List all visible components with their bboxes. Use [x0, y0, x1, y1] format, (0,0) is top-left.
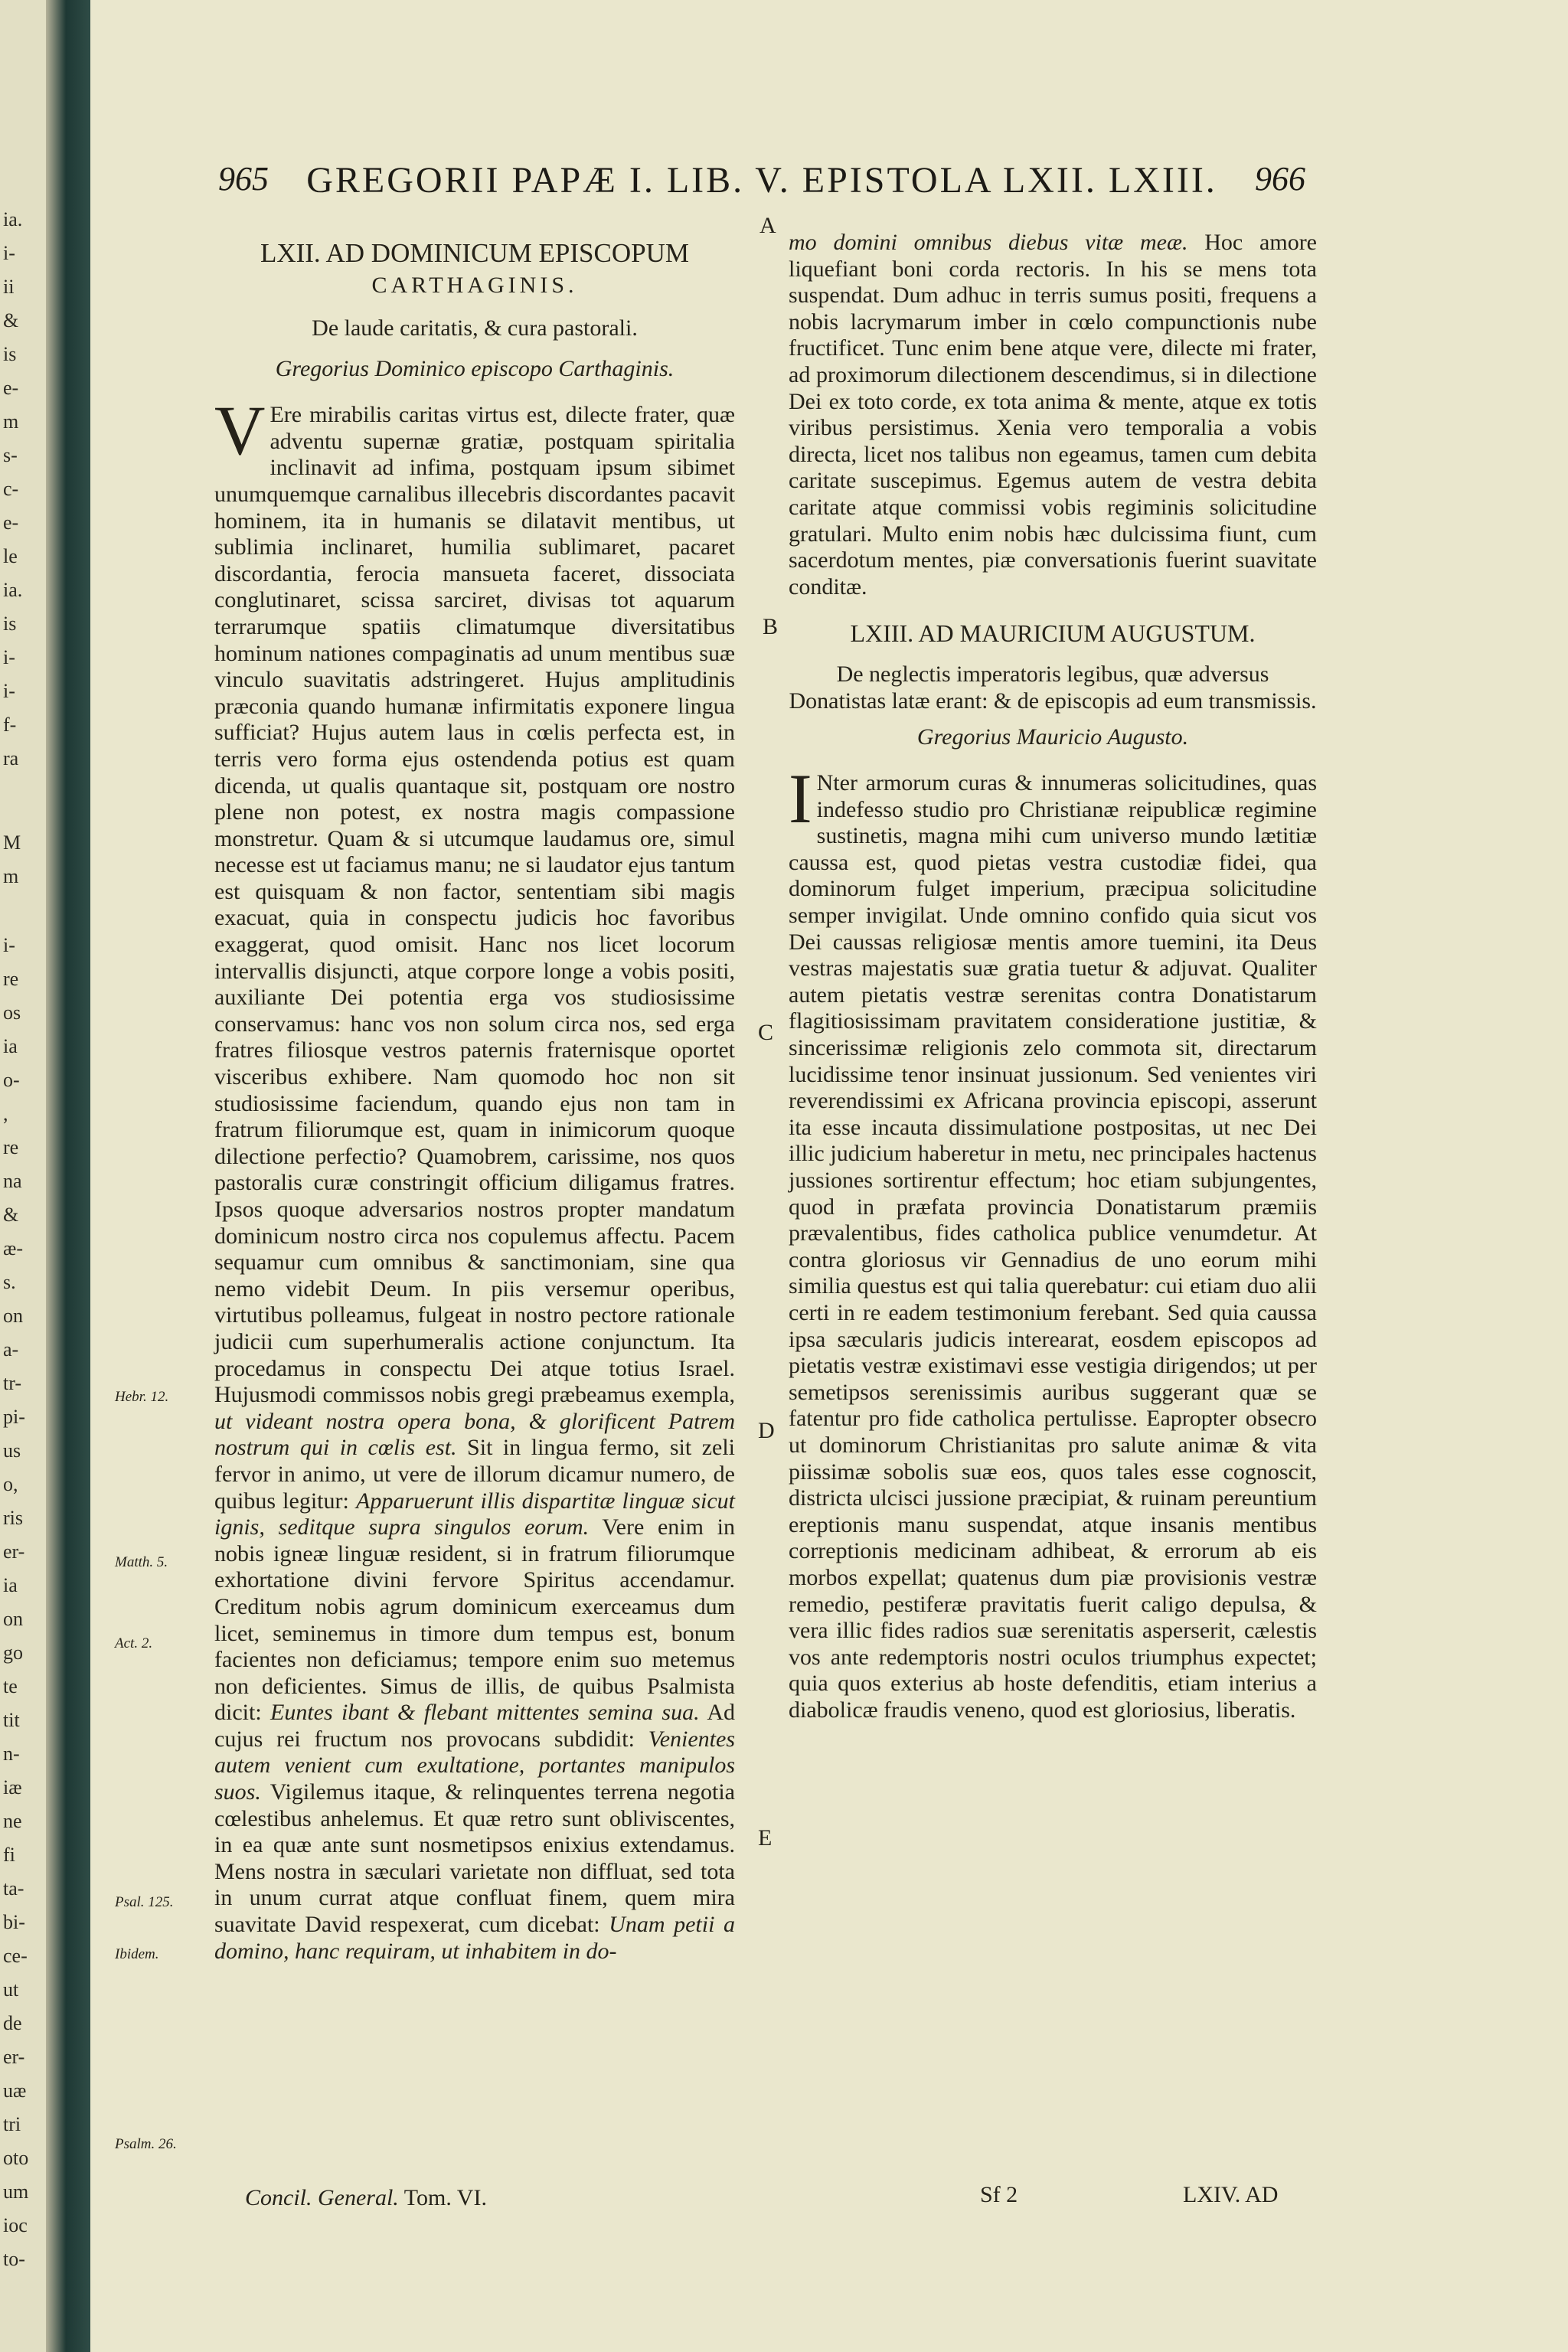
signature-mark: Sf 2: [980, 2182, 1018, 2207]
ref-hebrews: Hebr. 12.: [115, 1389, 169, 1405]
footer-concil: Concil. General.: [245, 2185, 399, 2210]
prev-page-fragment: ut: [3, 1978, 19, 2001]
prev-page-fragment: go: [3, 1642, 23, 1664]
left-column: [214, 230, 735, 1965]
prev-page-fragment: &: [3, 309, 19, 332]
footer-tom: Tom. VI.: [403, 2185, 487, 2210]
catchword: LXIV. AD: [1183, 2182, 1279, 2207]
prev-page-fragment: er-: [3, 2046, 25, 2068]
epistle-63-body: [789, 760, 1317, 1723]
running-header: [218, 159, 1305, 205]
ref-psalm-125: Psal. 125.: [115, 1894, 174, 1910]
prev-page-fragment: is: [3, 612, 17, 635]
prev-page-fragment: M: [3, 831, 21, 854]
prev-page-fragment: a-: [3, 1338, 19, 1361]
ref-ibidem: Ibidem.: [115, 1946, 159, 1962]
body-text: Ad cujus rei fructum nos provocans subdidit:: [214, 1700, 735, 1752]
ref-psalm-26: Psalm. 26.: [115, 2136, 177, 2152]
prev-page-fragment: i-: [3, 680, 15, 702]
prev-page-fragment: re: [3, 1136, 19, 1158]
prev-page-fragment: uæ: [3, 2079, 27, 2102]
margin-letter-a: A: [760, 213, 776, 238]
prev-page-fragment: ia: [3, 1574, 18, 1596]
quote-psalm-2: Venientes autem venient cum exultatione, portantes manipulos suos.: [214, 1726, 735, 1805]
prev-page-fragment: ii: [3, 276, 15, 298]
prev-page-fragment: is: [3, 343, 17, 365]
prev-page-fragment: oto: [3, 2147, 29, 2169]
prev-page-fragment: ia.: [3, 208, 23, 230]
page-number-left: 965: [218, 160, 269, 198]
prev-page-fragment: ne: [3, 1810, 22, 1832]
prev-page-fragment: us: [3, 1439, 21, 1462]
epistle-62-subtitle: De laude caritatis, & cura pastorali.: [312, 315, 638, 341]
prev-page-fragment: to-: [3, 2248, 25, 2270]
prev-page-fragment: bi-: [3, 1911, 25, 1933]
header-title: GREGORII PAPÆ I. LIB. V. EPISTOLA LXII. LXIII.: [306, 160, 1217, 201]
prev-page-fragment: ioc: [3, 2214, 28, 2236]
prev-page-fragment: o,: [3, 1473, 18, 1495]
epistle-62-salutation: Gregorius Dominico episcopo Carthaginis.: [275, 355, 675, 381]
prev-page-fragment: ia.: [3, 579, 23, 601]
footer-left: [245, 2185, 487, 2211]
body-text: Nter armorum curas & innumeras solicitudines, quas indefesso studio pro Christianæ reipublicæ regimine sustinetis, magna mihi cum universo mundo lætitiæ caussa est, quod pietas vestra custodiæ fidei, qua dominorum fulget imperium, præcipua solicitudine semper invigilat. Unde omnino confido quia sicut vos Dei caussas religiosæ mentis amore tuemini, ita Deus vestras majestatis suæ gratia tuetur & adjuvat. Qualiter autem pietatis vestræ serenitas contra Donatistarum flagitiosissimam pravitatem consideratione justitiæ, & sincerissimæ religionis zelo commota sit, directarum lucidissime tenor insinuat jussionum. Sed venientes viri reverendissimi ex Africana provincia episcopi, asserunt ita esse incauta dissimulatione postpositas, ut nec Dei illic judicium haberetur in metu, nec principales hactenus jussiones sortirentur effectum; hoc etiam subjungentes, quod in præfata provincia Donatistarum præmiis prævalentibus, fides catholica publice venumdetur. At contra gloriosus vir Gennadius de uno eorum mihi similia questus est qui talia querebatur: cui etiam duo alii certi in re eadem testimonium ferebant. Sed quia caussa ipsa sæcularis judicis interearat, eosdem episcopos ad pietatis vestræ existimavi esse vestigia dirigendos; ut per semetipsos serenissimis auribus suggerant quæ se fatentur pro fide catholica pertulisse. Eapropter obsecro ut dominorum Christianitas pro salute animæ & vita piissimæ sobolis suæ eos, quos tales esse cognoscit, districta ulcisci jussione præcipiat, & ruinam pereuntium ereptionis manu suspendat, atque insanis mentibus correptionis medicinam adhibeat, & errorum ab eis morbos expellat; quatenus dum piæ provisionis vestræ remedio, pestiferæ pravitatis fuerit caligo depulsa, & vera illic fides radios suæ serenitatis asperserit, cælestis vos ante redemptoris nostri oculos triumphus expectet; quia quos exterius ab hoste defenditis, etiam interius a diabolicæ fraudis veneno, quod est gloriosius, liberatis.: [789, 770, 1317, 1723]
prev-page-fragment: n-: [3, 1743, 20, 1765]
quote-acts: Apparuerunt illis dispartitæ linguæ sicut ignis, seditque supra singulos eorum.: [214, 1488, 736, 1540]
body-text: Vigilemus itaque, & relinquentes terrena negotia cœlestibus anhelemus. Et quæ retro sunt obliviscentes, in ea quæ ante sunt nosmetipsos enixius extendamus. Mens nostra in sæculari varietate non diffluat, sed tota in unum currat atque confluat finem, quem mira suavitate David respexerat, cum dicebat:: [214, 1779, 735, 1938]
prev-page-fragment: ia: [3, 1035, 18, 1057]
prev-page-fragment: er-: [3, 1540, 25, 1563]
prev-page-fragment: tit: [3, 1709, 20, 1731]
prev-page-fragment: na: [3, 1170, 22, 1192]
prev-page-fragment: c-: [3, 478, 19, 500]
epistle-63-heading: LXIII. AD MAURICIUM AUGUSTUM.: [850, 619, 1256, 648]
body-text: Ere mirabilis caritas virtus est, dilecte frater, quæ adventu supernæ gratiæ, postquam spiritalia inclinavit ad infima, postquam ipsum sibimet unumquemque carnalibus illecebris discordantes pacavit hominem, ita in humanis se dilatavit mentibus, ut sublimia inclinaret, humilia sublimaret, pacaret discordantia, ferocia mansueta faceret, dissociata conglutinaret, scissa sarciret, divisas tot aquarum terrarumque spatiis climatumque diversitatibus hominum nationes compaginatis ad unum mentibus suæ vinculo suavitatis adstringeret. Hujus amplitudinis præconia quando humanæ infirmitatis exponere lingua sufficiat? Hujus autem laus in cœlis perfecta est, in terris vero forma ejus ostendenda potius est quam dicenda, ut qualis quantaque sit, postquam ore nostro plene non potest, ex nostra magis compassione monstretur. Quam & si utcumque laudamus ore, simul necesse est ut faciamus manu; ne si laudator ejus tantum est quisquam & non factor, sententiam sibi magis exacuat, quia in conspectu judicis hoc favoribus exaggerat, quod omisit. Hanc nos licet locorum intervallis disjuncti, atque corpore longe a vobis positi, auxiliante Dei potentia erga vos studiosissime conservamus: hanc vos non solum circa nos, sed erga fratres filiosque vestros paternis fraternisque oportet visceribus exhibere. Nam quomodo hoc non sit studiosissime faciendum, quando ejus non tam in fratrum filiorumque est, quam in inimicorum quoque dilectione perfectio? Quamobrem, carissime, nos quos pastoralis curæ constringit officium diligamus fratres. Ipsos quoque adversarios nostros propter mandatum dominicum nostro circa nos copulemus affectu. Pacem sequamur cum omnibus & sanctimoniam, sine qua nemo videbit Deum. In piis versemur operibus, virtutibus polleamus, fulgeat in nostro pectore rationale judicii cum superhumeralis actione conjunctum. Ita procedamus in conspectu Dei atque totius Israel. Hujusmodi commissos nobis gregi præbeamus exempla,: [214, 402, 735, 1408]
body-text: Vere enim in nobis igneæ linguæ resident, si in fratrum filiorumque exhortatione divini fervore Spiritus accendamur. Creditum nobis agrum dominicum exerceamus dum licet, seminemus in timore dum tempus est, bonum facientes non deficiamus; tempore enim suo metemus non deficientes. Simus de illis, de quibus Psalmista dicit:: [214, 1514, 735, 1726]
prev-page-fragment: i-: [3, 242, 15, 264]
body-text: Hoc amore liquefiant boni corda rectoris. In his se mens tota suspendat. Dum adhuc in terris sumus positi, frequens a nobis lacrymarum imber in cœlo compunctionis nube fructificet. Tunc enim bene atque vere, dilecte mi frater, ad proximorum dilectionem descendimus, si in dilectione Dei ex toto corde, ex tota anima & mente, atque ex totis viribus persistimus. Xenia vero temporalia a vobis directa, licet nos talibus non egeamus, tamen cum debita caritate suscepimus. Egemus autem de vestra debita caritate atque commissi vobis regiminis solicitudine gratulari. Multo enim nobis hæc dulcissima fiunt, cum sacerdotum mentes, piæ conversationis fuerint suavitate conditæ.: [789, 230, 1317, 599]
prev-page-fragment: &: [3, 1204, 19, 1226]
epistle-63-subtitle: De neglectis imperatoris legibus, quæ adversus Donatistas latæ erant: & de episcopis ad eum transmissis.: [789, 662, 1317, 714]
page-number-right: 966: [1255, 160, 1305, 198]
prev-page-fragment: e-: [3, 511, 19, 534]
prev-page-fragment: i-: [3, 934, 15, 956]
book-gutter: [46, 0, 90, 2352]
epistle-63-salutation: Gregorius Mauricio Augusto.: [916, 724, 1189, 750]
body-text: Sit in lingua fermo, sit zeli fervor in animo, ut vere de illorum dicamur numero, de quibus legitur:: [214, 1435, 736, 1514]
epistle-62-title-line2: CARTHAGINIS.: [371, 273, 578, 298]
drop-cap-i: I: [789, 760, 812, 838]
prev-page-fragment: m: [3, 410, 19, 433]
quote-psalm-3-end: mo domini omnibus diebus vitæ meæ.: [789, 230, 1188, 255]
prev-page-fragment: tri: [3, 2113, 21, 2135]
margin-letter-c: C: [758, 1020, 774, 1045]
margin-letter-d: D: [758, 1418, 775, 1443]
prev-page-fragment: æ-: [3, 1237, 23, 1259]
prev-page-fragment: on: [3, 1608, 23, 1630]
quote-matthew: ut videant nostra opera bona, & glorificent Patrem nostrum qui in cœlis est.: [214, 1408, 735, 1461]
right-column: [789, 230, 1317, 1723]
prev-page-fragment: i-: [3, 646, 15, 668]
ref-acts: Act. 2.: [115, 1635, 153, 1651]
prev-page-fragment: o-: [3, 1069, 20, 1091]
quote-psalm-3: Unam petii a domino, hanc requiram, ut inhabitem in do-: [214, 1912, 735, 1964]
prev-page-fragment: on: [3, 1305, 23, 1327]
epistle-62-title: LXII. AD DOMINICUM EPISCOPUM: [260, 238, 690, 268]
prev-page-fragment: ce-: [3, 1945, 28, 1967]
prev-page-fragment: um: [3, 2180, 29, 2203]
prev-page-fragment: tr-: [3, 1372, 22, 1394]
prev-page-fragment: e-: [3, 377, 19, 399]
prev-page-fragment: s-: [3, 444, 18, 466]
prev-page-fragment: de: [3, 2012, 22, 2034]
prev-page-fragment: fi: [3, 1844, 15, 1866]
ref-matthew: Matth. 5.: [115, 1554, 168, 1570]
prev-page-fragment: ris: [3, 1507, 23, 1529]
prev-page-fragment: s.: [3, 1271, 16, 1293]
prev-page-fragment: m: [3, 865, 19, 887]
prev-page-fragment: ,: [3, 1102, 8, 1125]
epistle-62-heading: [214, 237, 735, 302]
previous-page-edge: [0, 0, 46, 2352]
margin-letter-b: B: [763, 614, 779, 639]
prev-page-fragment: iæ: [3, 1776, 22, 1798]
prev-page-fragment: le: [3, 545, 18, 567]
prev-page-fragment: os: [3, 1001, 21, 1024]
prev-page-fragment: pi-: [3, 1406, 25, 1428]
prev-page-fragment: re: [3, 968, 19, 990]
quote-psalm-1: Euntes ibant & flebant mittentes semina sua.: [270, 1700, 700, 1726]
prev-page-fragment: f-: [3, 714, 17, 736]
epistle-62-body: [214, 391, 736, 1965]
margin-letter-e: E: [758, 1825, 773, 1851]
prev-page-fragment: te: [3, 1675, 18, 1697]
prev-page-fragment: ra: [3, 747, 19, 769]
epistle-62-continuation: [789, 230, 1317, 600]
drop-cap-v: V: [214, 391, 266, 470]
prev-page-fragment: ta-: [3, 1877, 24, 1900]
